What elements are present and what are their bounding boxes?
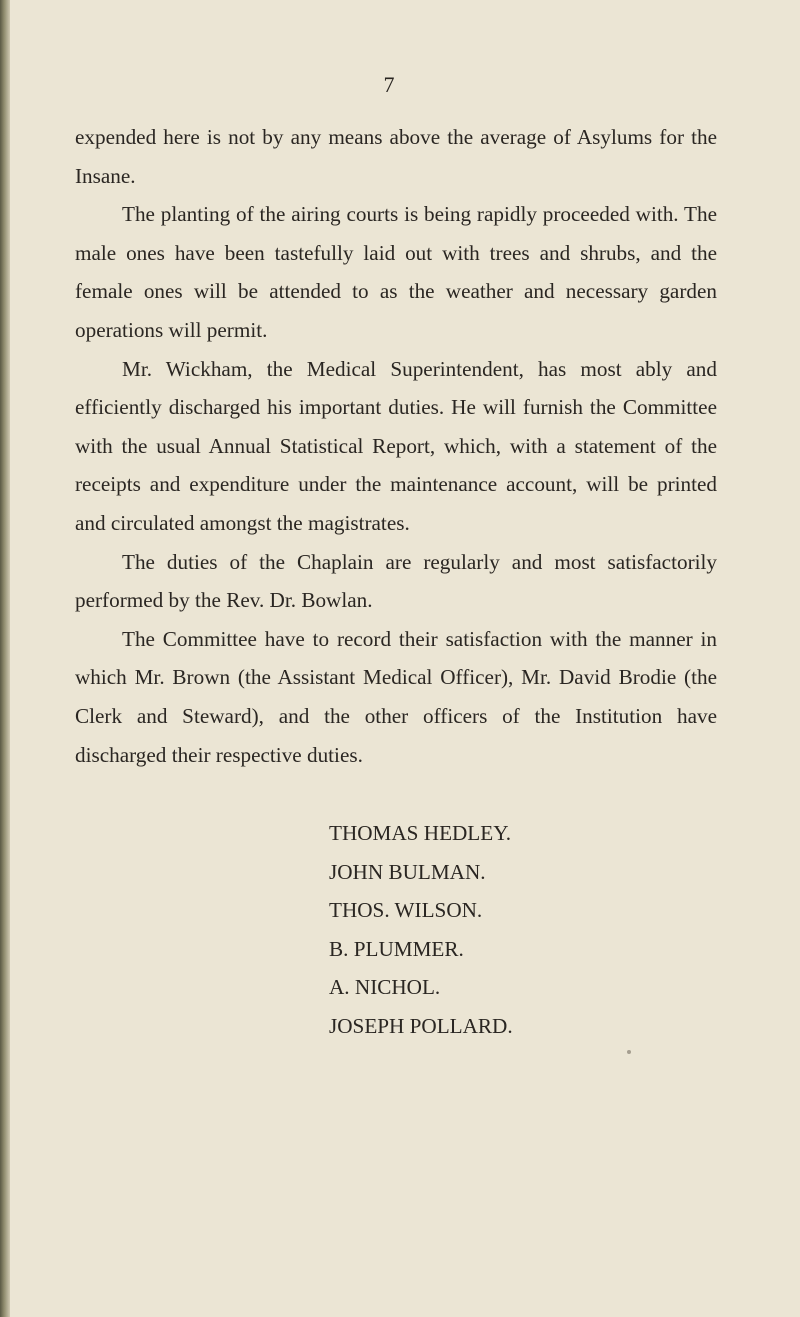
paragraph-medical-superintendent: Mr. Wickham, the Medical Superintendent, has most ably and efficiently discharged his important duties. He will furnish the Committee with the usual Annual Statistical Report, which, with a statement of the receipts and expenditure under the maintenance account, will be printed and circulated amongst the magistrates. <box>75 356 717 535</box>
paragraph-officers: The Committee have to record their satisfaction with the manner in which Mr. Brown (the Assistant Medical Officer), Mr. David Brodie (the Clerk and Steward), and the other officers of the Institution have discharged their respective duties. <box>75 626 717 767</box>
paragraph-asylum-expenditure: expended here is not by any means above the average of Asylums for the Insane. <box>75 125 717 188</box>
signatory: JOSEPH POLLARD. <box>329 1013 513 1038</box>
signatory: THOMAS HEDLEY. <box>329 821 512 845</box>
paragraph-chaplain: The duties of the Chaplain are regularly and most satisfactorily performed by the Rev. Dr. Bowlan. <box>75 549 717 613</box>
body-text <box>75 118 717 774</box>
signatory: A. NICHOL. <box>329 975 441 1000</box>
paragraph-airing-courts: The planting of the airing courts is being rapidly proceeded with. The male ones have been tastefully laid out with trees and shrubs, and the female ones will be attended to as the weather and necessary garden operations will permit. <box>75 202 717 342</box>
page-number: 7 <box>383 72 395 97</box>
signature-block <box>329 814 513 1046</box>
document-page <box>10 0 800 1317</box>
signatory: JOHN BULMAN. <box>329 859 486 884</box>
signatory: B. PLUMMER. <box>329 936 464 961</box>
paper-speck <box>627 1050 631 1054</box>
signatory: THOS. WILSON. <box>329 898 483 923</box>
binding-edge <box>0 0 10 1317</box>
